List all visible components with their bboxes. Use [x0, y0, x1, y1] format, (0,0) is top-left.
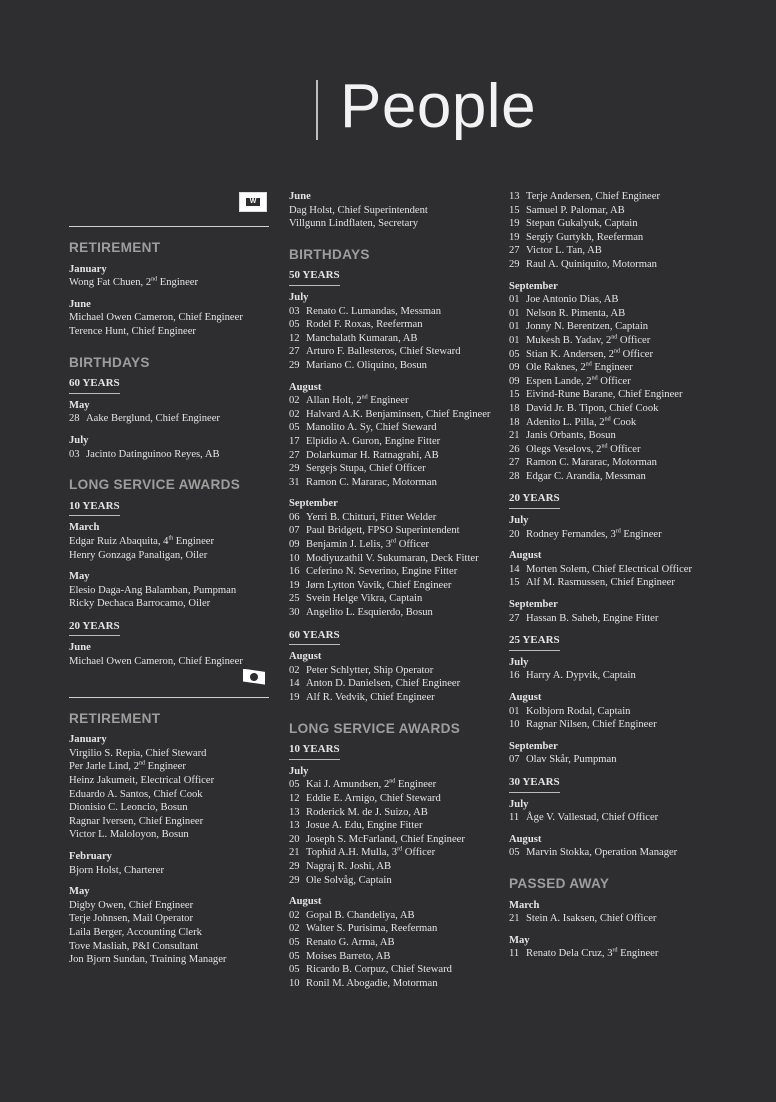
day: 27: [289, 346, 300, 358]
month-label: August: [289, 651, 322, 663]
day: 29: [289, 860, 300, 872]
day: 29: [509, 258, 520, 270]
list-item: [509, 258, 739, 272]
list-item: [509, 718, 739, 732]
month-label: March: [69, 522, 100, 534]
column-left: [69, 188, 269, 967]
list-item: [509, 705, 739, 719]
list-item: [289, 524, 494, 538]
entry-text: Tophid A.H. Mulla, 3rd Officer: [306, 846, 436, 859]
day: 03: [289, 305, 300, 317]
list-item: Edgar Ruiz Abaquita, 4th Engineer: [69, 535, 215, 547]
day: 18: [509, 402, 520, 414]
list-item: Michael Owen Cameron, Chief Engineer: [69, 656, 243, 668]
entry-text: Rodel F. Roxas, Reeferman: [306, 319, 423, 331]
day: 16: [289, 566, 300, 578]
flag-logo-icon: [243, 669, 265, 685]
list-item: [509, 443, 739, 457]
list-item: [289, 664, 494, 678]
entry-text: Svein Helge Vikra, Captain: [306, 593, 423, 605]
list-item: [289, 394, 494, 408]
page-title: People: [340, 72, 537, 141]
entry-text: Alf M. Rasmussen, Chief Engineer: [526, 577, 675, 589]
day: 13: [289, 806, 300, 818]
day: 20: [289, 833, 300, 845]
day: 01: [509, 307, 520, 319]
section-heading: RETIREMENT: [69, 240, 161, 255]
list-item: [289, 421, 494, 435]
section-heading: BIRTHDAYS: [289, 246, 370, 262]
day: 05: [289, 779, 300, 791]
entry-text: Allan Holt, 2nd Engineer: [306, 394, 409, 407]
day: 13: [509, 191, 520, 202]
entry-text: Joe Antonio Dias, AB: [526, 294, 619, 306]
day: 30: [289, 607, 300, 619]
entry-text: Nelson R. Pimenta, AB: [526, 307, 626, 319]
years-heading: 10 YEARS: [69, 500, 120, 517]
list-item: [289, 359, 494, 373]
section-heading: LONG SERVICE AWARDS: [69, 477, 241, 493]
entry-text: Olegs Veselovs, 2nd Officer: [526, 443, 641, 455]
day: 09: [289, 539, 300, 551]
day: 29: [289, 463, 300, 475]
entry-text: Ole Raknes, 2nd Engineer: [526, 361, 633, 374]
list-item: [509, 470, 739, 484]
entry-text: Ole Solvåg, Captain: [306, 874, 392, 886]
day: 01: [509, 334, 520, 346]
list-item: [69, 448, 269, 462]
list-item: [509, 307, 739, 321]
day: 05: [509, 847, 520, 859]
list-item: [509, 528, 739, 542]
years-heading: 30 YEARS: [509, 776, 560, 793]
day: 20: [509, 528, 520, 540]
day: 15: [509, 204, 520, 216]
list-item: [509, 753, 739, 767]
day: 01: [509, 321, 520, 333]
entry-text: Hassan B. Saheb, Engine Fitter: [526, 612, 659, 624]
day: 06: [289, 511, 300, 523]
day: 17: [289, 435, 300, 447]
divider: [69, 697, 269, 698]
list-item: Michael Owen Cameron, Chief Engineer: [69, 312, 243, 324]
day: 25: [289, 593, 300, 605]
entry-text: Dolarkumar H. Ratnagrahi, AB: [306, 449, 439, 461]
column-right: [509, 190, 739, 961]
day: 09: [509, 375, 520, 387]
day: 05: [289, 950, 300, 962]
month-label: June: [69, 298, 91, 310]
entry-text: Anton D. Danielsen, Chief Engineer: [306, 678, 461, 690]
list-item: Tove Masliah, P&I Consultant: [69, 940, 199, 952]
entry-text: Roderick M. de J. Suizo, AB: [306, 806, 428, 818]
entry-text: Marvin Stokka, Operation Manager: [526, 847, 678, 859]
list-item: [509, 217, 739, 231]
list-item: [289, 606, 494, 620]
list-item: [509, 563, 739, 577]
day: 10: [509, 719, 520, 731]
month-label: August: [289, 896, 322, 908]
list-item: [509, 231, 739, 245]
list-item: [289, 565, 494, 579]
logo-row: [69, 188, 269, 226]
list-item: [289, 592, 494, 606]
month-label: June: [69, 642, 91, 654]
list-item: [289, 909, 494, 923]
day: 19: [289, 579, 300, 591]
month-label: August: [289, 381, 322, 393]
title-divider: [316, 80, 318, 140]
logo-row: [69, 669, 269, 697]
month-label: May: [69, 886, 90, 898]
list-item: [509, 402, 739, 416]
day: 12: [289, 792, 300, 804]
day: 07: [509, 754, 520, 766]
month-label: September: [509, 740, 558, 752]
entry-text: Mariano C. Oliquino, Bosun: [306, 359, 427, 371]
list-item: [289, 833, 494, 847]
day: 28: [69, 413, 80, 425]
entry-text: Stian K. Andersen, 2nd Officer: [526, 348, 654, 360]
entry-text: Edgar C. Arandia, Messman: [526, 470, 646, 482]
day: 27: [509, 457, 520, 469]
list-item: [289, 922, 494, 936]
day: 03: [69, 448, 80, 460]
day: 01: [509, 705, 520, 717]
month-label: January: [69, 734, 107, 746]
years-heading: 50 YEARS: [289, 269, 340, 286]
entry-text: Olav Skår, Pumpman: [526, 754, 617, 766]
list-item: [289, 677, 494, 691]
day: 02: [289, 923, 300, 935]
list-item: Dag Holst, Chief Superintendent: [289, 204, 428, 216]
entry-text: Jonny N. Berentzen, Captain: [526, 321, 649, 333]
day: 14: [289, 678, 300, 690]
month-label: July: [289, 291, 309, 303]
divider: [69, 226, 269, 227]
day: 29: [289, 359, 300, 371]
entry-text: Victor L. Tan, AB: [526, 245, 602, 257]
day: 21: [289, 847, 300, 859]
month-label: July: [509, 798, 529, 810]
list-item: [509, 244, 739, 258]
day: 01: [509, 294, 520, 306]
entry-text: Jørn Lytton Vavik, Chief Engineer: [306, 579, 452, 591]
list-item: [289, 408, 494, 422]
list-item: [289, 345, 494, 359]
list-item: [509, 348, 739, 362]
day: 27: [509, 245, 520, 257]
list-item: [289, 579, 494, 593]
list-item: [289, 977, 494, 991]
entry-text: Jacinto Datinguinoo Reyes, AB: [86, 448, 220, 460]
day: 05: [509, 348, 520, 360]
entry-text: Rodney Fernandes, 3rd Engineer: [526, 528, 662, 540]
month-label: July: [509, 515, 529, 527]
day: 11: [509, 812, 520, 824]
day: 15: [509, 577, 520, 589]
list-item: [289, 538, 494, 552]
list-item: [289, 936, 494, 950]
list-item: Ricky Dechaca Barrocamo, Oiler: [69, 598, 211, 610]
entry-text: Modiyuzathil V. Sukumaran, Deck Fitter: [306, 552, 479, 564]
entry-text: Angelito L. Esquierdo, Bosun: [306, 607, 433, 619]
entry-text: Peter Schlytter, Ship Operator: [306, 664, 434, 676]
logo-mark: W: [246, 198, 260, 206]
entry-text: Alf R. Vedvik, Chief Engineer: [306, 692, 435, 703]
entry-text: Kolbjorn Rodal, Captain: [526, 705, 631, 717]
month-label: July: [289, 765, 309, 777]
day: 02: [289, 664, 300, 676]
day: 21: [509, 913, 520, 925]
entry-text: Eddie E. Arnigo, Chief Steward: [306, 792, 441, 804]
day: 21: [509, 430, 520, 442]
list-item: [509, 947, 739, 961]
month-label: August: [509, 550, 542, 562]
entry-text: Mukesh B. Yadav, 2nd Officer: [526, 334, 651, 346]
section-heading: BIRTHDAYS: [69, 354, 150, 370]
day: 05: [289, 964, 300, 976]
section-heading: RETIREMENT: [69, 710, 161, 726]
entry-text: Ramon C. Mararac, Motorman: [526, 457, 657, 469]
years-heading: 60 YEARS: [289, 629, 340, 646]
list-item: [509, 456, 739, 470]
day: 09: [509, 362, 520, 374]
list-item: Eduardo A. Santos, Chief Cook: [69, 788, 203, 800]
list-item: [289, 511, 494, 525]
month-label: February: [69, 851, 112, 862]
section-heading: PASSED AWAY: [509, 875, 610, 891]
list-item: Terence Hunt, Chief Engineer: [69, 325, 196, 337]
entry-text: Ronil M. Abogadie, Motorman: [306, 977, 438, 989]
list-item: [509, 811, 739, 825]
entry-text: Manchalath Kumaran, AB: [306, 332, 418, 344]
list-item: [509, 320, 739, 334]
list-item: [289, 874, 494, 888]
day: 19: [509, 218, 520, 230]
entry-text: Renato C. Lumandas, Messman: [306, 305, 442, 317]
list-item: Dionisio C. Leoncio, Bosun: [69, 802, 188, 814]
list-item: [289, 462, 494, 476]
list-item: Heinz Jakumeit, Electrical Officer: [69, 775, 215, 787]
years-heading: 10 YEARS: [289, 743, 340, 760]
list-item: [289, 552, 494, 566]
entry-text: Walter S. Purisima, Reeferman: [306, 923, 438, 935]
list-item: [289, 332, 494, 346]
month-label: May: [69, 571, 90, 583]
day: 05: [289, 319, 300, 331]
day: 14: [509, 563, 520, 575]
entry-text: Raul A. Quiniquito, Motorman: [526, 258, 657, 270]
entry-text: Morten Solem, Chief Electrical Officer: [526, 563, 693, 575]
entry-text: Moises Barreto, AB: [306, 950, 391, 962]
years-heading: 25 YEARS: [509, 634, 560, 651]
list-item: Villgunn Lindflaten, Secretary: [289, 218, 419, 230]
entry-text: Ceferino N. Severino, Engine Fitter: [306, 566, 458, 578]
list-item: [289, 318, 494, 332]
list-item: Per Jarle Lind, 2nd Engineer: [69, 760, 186, 773]
month-label: September: [289, 498, 338, 510]
day: 28: [509, 470, 520, 482]
entry-text: Nagraj R. Joshi, AB: [306, 860, 392, 872]
list-item: [289, 819, 494, 833]
day: 05: [289, 422, 300, 434]
list-item: Bjorn Holst, Charterer: [69, 864, 165, 876]
entry-text: Renato G. Arma, AB: [306, 936, 395, 948]
list-item: [509, 669, 739, 683]
list-item: [289, 778, 494, 792]
entry-text: Eivind-Rune Barane, Chief Engineer: [526, 389, 683, 401]
month-label: May: [509, 934, 530, 946]
list-item: [289, 846, 494, 860]
list-item: [509, 204, 739, 218]
day: 10: [289, 552, 300, 564]
month-label: June: [289, 191, 311, 202]
day: 19: [289, 692, 300, 703]
day: 15: [509, 389, 520, 401]
month-label: September: [509, 280, 558, 292]
list-item: [289, 305, 494, 319]
list-item: Jon Bjorn Sundan, Training Manager: [69, 954, 227, 966]
month-label: August: [509, 833, 542, 845]
entry-text: Ricardo B. Corpuz, Chief Steward: [306, 964, 452, 976]
day: 10: [289, 977, 300, 989]
day: 26: [509, 443, 520, 455]
entry-text: Janis Orbants, Bosun: [526, 430, 616, 442]
day: 27: [509, 612, 520, 624]
list-item: [509, 361, 739, 375]
list-item: [509, 416, 739, 430]
month-label: May: [69, 399, 90, 411]
list-item: Laila Berger, Accounting Clerk: [69, 926, 202, 938]
entry-text: Ramon C. Mararac, Motorman: [306, 476, 437, 488]
list-item: [289, 806, 494, 820]
list-item: [509, 293, 739, 307]
list-item: [509, 375, 739, 389]
entry-text: Ragnar Nilsen, Chief Engineer: [526, 719, 657, 731]
entry-text: Stepan Gukalyuk, Captain: [526, 218, 638, 230]
list-item: [509, 388, 739, 402]
entry-text: Stein A. Isaksen, Chief Officer: [526, 913, 657, 925]
day: 02: [289, 395, 300, 407]
entry-text: Benjamin J. Lelis, 3rd Officer: [306, 538, 430, 551]
list-item: Terje Johnsen, Mail Operator: [69, 913, 193, 925]
day: 27: [289, 449, 300, 461]
day: 05: [289, 936, 300, 948]
entry-text: Harry A. Dypvik, Captain: [526, 670, 636, 682]
day: 19: [509, 231, 520, 243]
entry-text: David Jr. B. Tipon, Chief Cook: [526, 402, 659, 414]
day: 29: [289, 874, 300, 886]
entry-text: Sergiy Gurtykh, Reeferman: [526, 231, 644, 243]
list-item: [509, 429, 739, 443]
month-label: July: [509, 656, 529, 668]
list-item: [509, 190, 739, 204]
entry-text: Paul Bridgett, FPSO Superintendent: [306, 525, 460, 537]
years-heading: 20 YEARS: [69, 620, 120, 637]
list-item: Virgilio S. Repia, Chief Steward: [69, 747, 207, 759]
list-item: [509, 912, 739, 926]
list-item: Digby Owen, Chief Engineer: [69, 899, 194, 911]
day: 16: [509, 670, 520, 682]
month-label: July: [69, 434, 89, 446]
day: 18: [509, 416, 520, 428]
entry-text: Yerri B. Chitturi, Fitter Welder: [306, 511, 437, 523]
entry-text: Terje Andersen, Chief Engineer: [526, 191, 660, 202]
list-item: [509, 612, 739, 626]
entry-text: Gopal B. Chandeliya, AB: [306, 909, 415, 921]
day: 11: [509, 948, 520, 960]
entry-text: Renato Dela Cruz, 3rd Engineer: [526, 947, 659, 960]
month-label: January: [69, 263, 107, 275]
list-item: [289, 792, 494, 806]
entry-text: Arturo F. Ballesteros, Chief Steward: [306, 346, 461, 358]
entry-text: Espen Lande, 2nd Officer: [526, 375, 631, 387]
list-item: Victor L. Maloloyon, Bosun: [69, 829, 189, 841]
list-item: Henry Gonzaga Panaligan, Oiler: [69, 549, 208, 561]
list-item: [289, 435, 494, 449]
entry-text: Joseph S. McFarland, Chief Engineer: [306, 833, 465, 845]
day: 02: [289, 909, 300, 921]
entry-text: Samuel P. Palomar, AB: [526, 204, 625, 216]
day: 12: [289, 332, 300, 344]
month-label: September: [509, 599, 558, 611]
company-logo-icon: [239, 192, 267, 212]
column-middle: [289, 190, 494, 990]
entry-text: Kai J. Amundsen, 2nd Engineer: [306, 778, 437, 791]
entry-text: Sergejs Stupa, Chief Officer: [306, 463, 426, 475]
entry-text: Aake Berglund, Chief Engineer: [86, 413, 220, 425]
day: 31: [289, 476, 300, 488]
entry-text: Adenito L. Pilla, 2nd Cook: [526, 415, 637, 428]
entry-text: Åge V. Vallestad, Chief Officer: [526, 812, 659, 824]
list-item: [289, 963, 494, 977]
list-item: [509, 846, 739, 860]
list-item: [509, 576, 739, 590]
entry-text: Elpidio A. Guron, Engine Fitter: [306, 435, 441, 447]
list-item: [289, 860, 494, 874]
list-item: Ragnar Iversen, Chief Engineer: [69, 815, 204, 827]
list-item: [289, 950, 494, 964]
entry-text: Manolito A. Sy, Chief Steward: [306, 422, 437, 434]
entry-text: Halvard A.K. Benjaminsen, Chief Engineer: [306, 408, 491, 420]
day: 07: [289, 525, 300, 537]
day: 02: [289, 408, 300, 420]
list-item: [289, 449, 494, 463]
entry-text: Josue A. Edu, Engine Fitter: [306, 820, 423, 832]
years-heading: 20 YEARS: [509, 492, 560, 509]
month-label: August: [509, 692, 542, 703]
list-item: [289, 691, 494, 705]
list-item: Elesio Daga-Ang Balamban, Pumpman: [69, 584, 237, 596]
list-item: Wong Fat Chuen, 2nd Engineer: [69, 276, 199, 289]
list-item: [69, 412, 269, 426]
years-heading: 60 YEARS: [69, 377, 120, 394]
day: 13: [289, 820, 300, 832]
list-item: [289, 476, 494, 490]
list-item: [509, 334, 739, 348]
month-label: March: [509, 899, 540, 911]
section-heading: LONG SERVICE AWARDS: [289, 720, 461, 736]
